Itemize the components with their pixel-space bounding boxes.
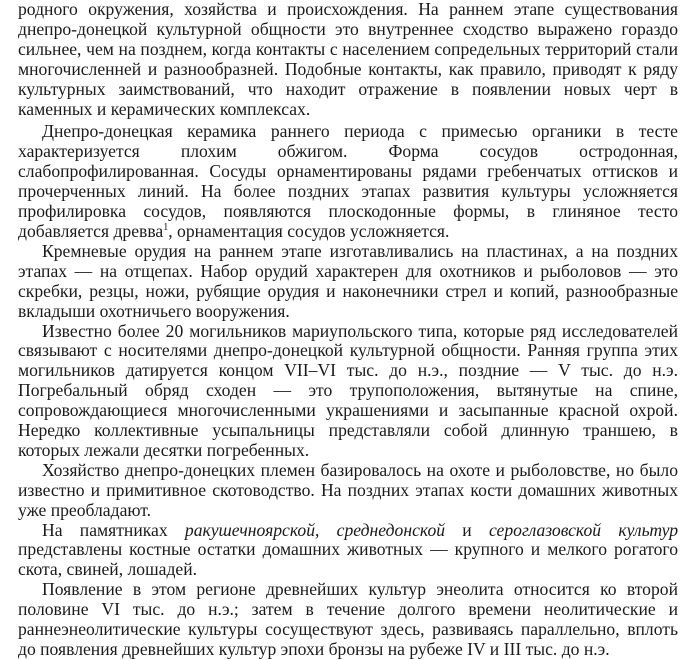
paragraph-text: и [445, 519, 489, 540]
culture-name-italic: среднедонской [336, 519, 446, 540]
paragraph-flint-tools [18, 242, 678, 322]
paragraph-text: представлены костные остатки домашних животных — крупного и мелкого рогатого скота, свиней, лошадей. [18, 539, 678, 580]
paragraph-text: Появление в этом регионе древнейших культур энеолита относится ко второй половине VI тыс. до н.э.; затем в течение долгого времени неолитические и раннеэнеолитические культуры сосуществуют здесь, развиваясь параллельно, вплоть до появления древнейших культур эпохи бронзы на рубеже IV и III тыс. до н.э. [18, 579, 678, 659]
paragraph-text: , орнаментация сосудов усложняется. [168, 220, 450, 241]
paragraph-text: Днепро-донецкая керамика раннего периода с примесью органики в тесте характеризуется плохим обжигом. Форма сосудов остродонная, слабопрофилированная. Сосуды орнаментированы рядами гребенчатых оттисков и прочерченных линий. На более поздних этапах развития культуры усложняется профилировка сосудов, появляются плоскодонные формы, в глиняное тесто добавляется древва [18, 121, 678, 241]
paragraph-burial-grounds [18, 322, 678, 461]
paragraph-text: Хозяйство днепро-донецких племен базировалось на охоте и рыболовстве, но было известно и примитивное скотоводство. На поздних этапах кости домашних животных уже преобладают. [18, 459, 678, 520]
paragraph-text: родного окружения, хозяйства и происхождения. На раннем этапе существования днепро-донецкой культурной общности это внутреннее сходство выражено гораздо сильнее, чем на позднем, когда контакты с населением сопредельных территорий стали многочисленней и разнообразней. Подобные контакты, как правило, приводят к ряду культурных заимствований, что находит отражение в появлении новых черт в каменных и керамических комплексах. [18, 0, 678, 119]
footnote-marker[interactable]: 1 [163, 222, 169, 234]
paragraph-ceramics [18, 122, 678, 241]
paragraph-text: Известно более 20 могильников мариупольского типа, которые ряд исследователей связывают с носителями днепро-донецкой культурной общности. Ранняя группа этих могильников датируется концом VII–VI тыс. до н.э., поздние — V тыс. до н.э. Погребальный обряд сходен — это трупоположения, вытянутые на спине, сопровождающиеся многочисленными украшениями и засыпанные красной охрой. Нередко коллективные усыпальницы представляли собой длинную траншею, в которых лежали десятки погребенных. [18, 320, 678, 460]
paragraph-domestic-animals [18, 521, 678, 581]
paragraph-text: Кремневые орудия на раннем этапе изготавливались на пластинах, а на поздних этапах — на отщепах. Набор орудий характерен для охотников и рыболовов — это скребки, резцы, ножи, рубящие орудия и наконечники стрел и копий, разнообразные вкладыши охотничьего вооружения. [18, 240, 678, 321]
paragraph-text: , [315, 519, 337, 540]
paragraph-eneolithic [18, 580, 678, 660]
culture-name-italic: ракушечноярской [184, 519, 316, 540]
document-page [18, 0, 678, 660]
paragraph-origin-similarity [18, 0, 678, 119]
culture-name-italic: сероглазовской культур [488, 519, 678, 540]
paragraph-text: На памятниках [42, 519, 185, 540]
paragraph-economy [18, 461, 678, 521]
